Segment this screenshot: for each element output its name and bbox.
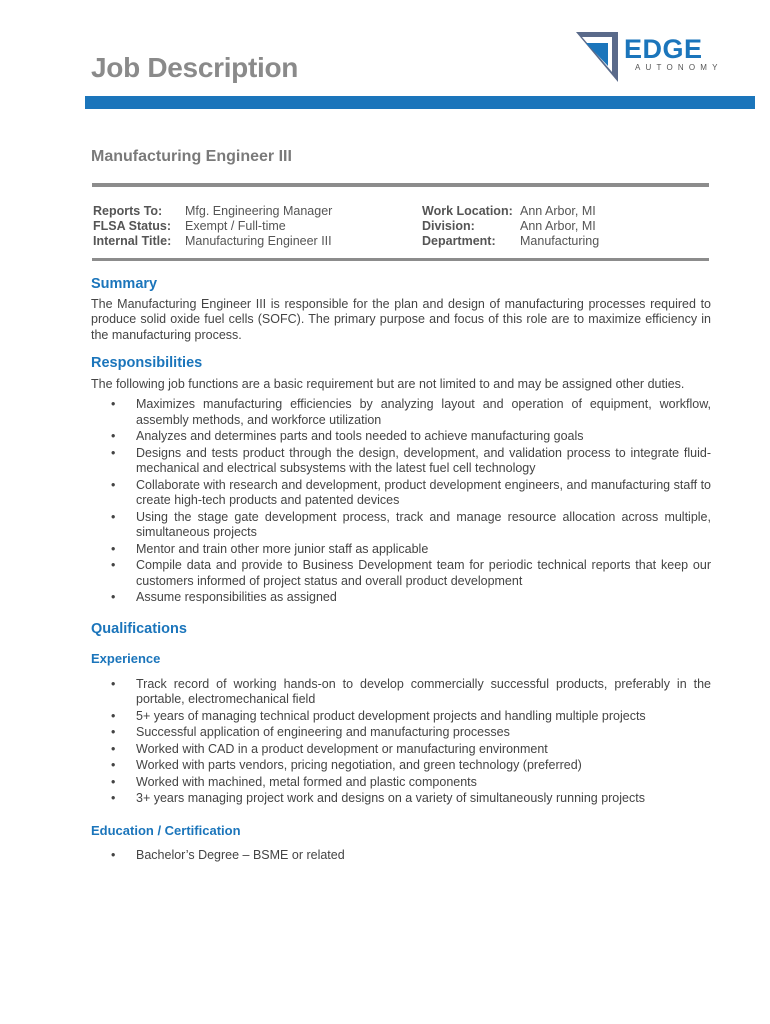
logo-tagline: AUTONOMY (635, 63, 723, 72)
list-item: • Worked with machined, metal formed and plastic components (91, 775, 711, 791)
list-item: • Maximizes manufacturing efficiencies by analyzing layout and operation of equipment, workflow, assembly methods, and workforce utilization (91, 397, 711, 428)
experience-heading: Experience (91, 651, 161, 666)
logo-name: EDGE (624, 34, 703, 64)
page-title: Job Description (91, 52, 299, 83)
info-value: Manufacturing (520, 234, 600, 248)
header-accent-bar (85, 96, 755, 109)
responsibilities-intro: The following job functions are a basic requirement but are not limited to and may be assigned other duties. (91, 376, 685, 391)
info-value: Manufacturing Engineer III (185, 234, 332, 248)
summary-section (91, 277, 711, 343)
info-label: Internal Title: (93, 234, 172, 248)
edge-autonomy-logo (572, 28, 747, 84)
list-item: • Successful application of engineering and manufacturing processes (91, 725, 711, 741)
list-item: • Bachelor’s Degree – BSME or related (91, 848, 711, 864)
list-item: • Compile data and provide to Business Development team for periodic technical reports that keep our customers informed of project status and overall product development (91, 558, 711, 589)
divider-bottom (92, 258, 709, 261)
info-label: Reports To: (93, 204, 163, 218)
list-item: • Worked with parts vendors, pricing negotiation, and green technology (preferred) (91, 758, 711, 774)
job-title: Manufacturing Engineer III (91, 148, 292, 165)
list-item: • Designs and tests product through the design, development, and validation process to integrate fluid-mechanical and electrical subsystems with the latest fuel cell technology (91, 446, 711, 477)
list-item: • 3+ years managing project work and designs on a variety of simultaneously running projects (91, 791, 711, 807)
info-label: Division: (422, 219, 475, 233)
experience-list (91, 677, 711, 807)
summary-text: The Manufacturing Engineer III is responsible for the plan and design of manufacturing processes required to produce solid oxide fuel cells (SOFC). The primary purpose and focus of this role are to maximize efficiency in the manufacturing process. (91, 296, 711, 342)
info-label: FLSA Status: (93, 219, 172, 233)
summary-heading: Summary (91, 276, 158, 292)
education-list (91, 848, 711, 864)
responsibilities-list (91, 397, 711, 606)
qualifications-section (91, 622, 711, 864)
list-item: • Analyzes and determines parts and tools needed to achieve manufacturing goals (91, 429, 711, 445)
info-table-right (422, 204, 599, 249)
info-row-work-location (422, 204, 599, 219)
info-row-department (422, 234, 599, 249)
document-body (91, 277, 711, 865)
list-item: • Mentor and train other more junior staff as applicable (91, 542, 711, 558)
list-item: • Using the stage gate development process, track and manage resource allocation across multiple, simultaneous projects (91, 510, 711, 541)
info-row-division (422, 219, 599, 234)
list-item: • 5+ years of managing technical product development projects and handling multiple projects (91, 709, 711, 725)
info-row-internal-title (93, 234, 332, 249)
info-table-left (93, 204, 332, 249)
info-value: Ann Arbor, MI (520, 204, 596, 218)
info-value: Ann Arbor, MI (520, 219, 596, 233)
info-row-flsa-status (93, 219, 332, 234)
info-row-reports-to (93, 204, 332, 219)
list-item: • Track record of working hands-on to develop commercially successful products, preferably in the portable, electromechanical field (91, 677, 711, 708)
divider-top (92, 183, 709, 187)
info-label: Work Location: (422, 204, 513, 218)
list-item: • Assume responsibilities as assigned (91, 590, 711, 606)
info-value: Mfg. Engineering Manager (185, 204, 333, 218)
list-item: • Collaborate with research and development, product development engineers, and manufacturing staff to create high-tech products and patented devices (91, 478, 711, 509)
info-label: Department: (422, 234, 496, 248)
info-value: Exempt / Full-time (185, 219, 286, 233)
education-heading: Education / Certification (91, 822, 241, 838)
responsibilities-heading: Responsibilities (91, 355, 203, 371)
list-item: • Worked with CAD in a product development or manufacturing environment (91, 742, 711, 758)
responsibilities-section (91, 356, 711, 606)
qualifications-heading: Qualifications (91, 620, 187, 637)
